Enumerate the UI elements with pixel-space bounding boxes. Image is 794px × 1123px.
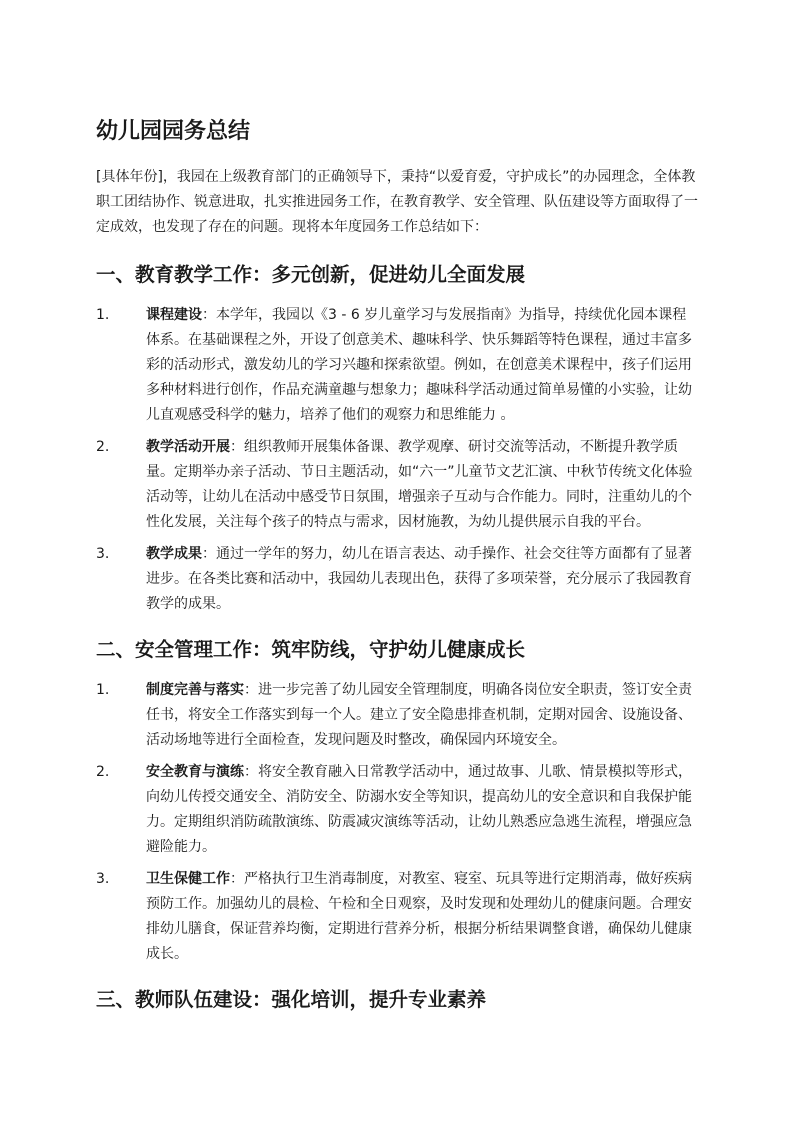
list-item — [96, 678, 700, 753]
item-number: 3. — [96, 545, 110, 562]
item-text: ：通过一学年的努力，幼儿在语言表达、动手操作、社会交往等方面都有了显著进步。在各类比赛和活动中，我园幼儿表现出色，获得了多项荣誉，充分展示了我园教育教学的成果。 — [146, 545, 692, 612]
section-heading: 三、教师队伍建设：强化培训，提升专业素养 — [96, 988, 487, 1012]
list-item — [96, 435, 700, 535]
section-teaching — [96, 261, 700, 617]
list-item — [96, 303, 700, 428]
item-text: ：本学年，我园以《3 - 6 岁儿童学习与发展指南》为指导，持续优化园本课程体系。在基础课程之外，开设了创意美术、趣味科学、快乐舞蹈等特色课程，通过丰富多彩的活动形式，激发幼儿的学习兴趣和探索欲望。例如，在创意美术课程中，孩子们运用多种材料进行创作，作品充满童趣与想象力；趣味科学活动通过简单易懂的小实验，让幼儿直观感受科学的魅力，培养了他们的观察力和思维能力 。 — [146, 306, 692, 423]
item-label: 教学成果 — [146, 545, 202, 562]
item-number: 2. — [96, 764, 110, 781]
item-number: 1. — [96, 682, 110, 699]
item-label: 安全教育与演练 — [146, 764, 244, 781]
item-text: ：组织教师开展集体备课、教学观摩、研讨交流等活动，不断提升教学质量。定期举办亲子活动、节日主题活动，如“六一”儿童节文艺汇演、中秋节传统文化体验活动等，让幼儿在活动中感受节日氛围，增强亲子互动与合作能力。同时，注重幼儿的个性化发展，关注每个孩子的特点与需求，因材施教，为幼儿提供展示自我的平台。 — [146, 438, 693, 530]
item-text: ：严格执行卫生消毒制度，对教室、寝室、玩具等进行定期消毒，做好疾病预防工作。加强幼儿的晨检、午检和全日观察，及时发现和处理幼儿的健康问题。合理安排幼儿膳食，保证营养均衡，定期进行营养分析，根据分析结果调整食谱，确保幼儿健康成长。 — [146, 871, 692, 963]
intro-paragraph: [具体年份]，我园在上级教育部门的正确领导下，秉持“以爱育爱，守护成长”的办园理念，全体教职工团结协作、锐意进取，扎实推进园务工作，在教育教学、安全管理、队伍建设等方面取得了一定成效，也发现了存在的问题。现将本年度园务工作总结如下： — [96, 168, 698, 235]
item-number: 2. — [96, 438, 110, 455]
item-number: 3. — [96, 871, 110, 888]
item-number: 1. — [96, 306, 110, 323]
list-item — [96, 867, 700, 967]
item-label: 卫生保健工作 — [146, 871, 230, 888]
item-label: 课程建设 — [146, 306, 202, 323]
section-heading: 二、安全管理工作：筑牢防线，守护幼儿健康成长 — [96, 637, 526, 661]
section-safety — [96, 636, 700, 967]
item-text: ：将安全教育融入日常教学活动中，通过故事、儿歌、情景模拟等形式，向幼儿传授交通安全、消防安全、防溺水安全等知识，提高幼儿的安全意识和自我保护能力。定期组织消防疏散演练、防震减灾演练等活动，让幼儿熟悉应急逃生流程，增强应急避险能力。 — [146, 764, 692, 856]
item-label: 教学活动开展 — [146, 438, 230, 455]
document-page — [96, 118, 700, 1032]
item-label: 制度完善与落实 — [146, 682, 244, 699]
list-item — [96, 760, 700, 860]
list-item — [96, 542, 700, 617]
item-text: ：进一步完善了幼儿园安全管理制度，明确各岗位安全职责，签订安全责任书，将安全工作落实到每一个人。建立了安全隐患排查机制，定期对园舍、设施设备、活动场地等进行全面检查，发现问题及时整改，确保园内环境安全。 — [146, 682, 692, 749]
section-teachers — [96, 986, 700, 1013]
document-title: 幼儿园园务总结 — [96, 119, 251, 144]
section-heading: 一、教育教学工作：多元创新，促进幼儿全面发展 — [96, 262, 526, 286]
